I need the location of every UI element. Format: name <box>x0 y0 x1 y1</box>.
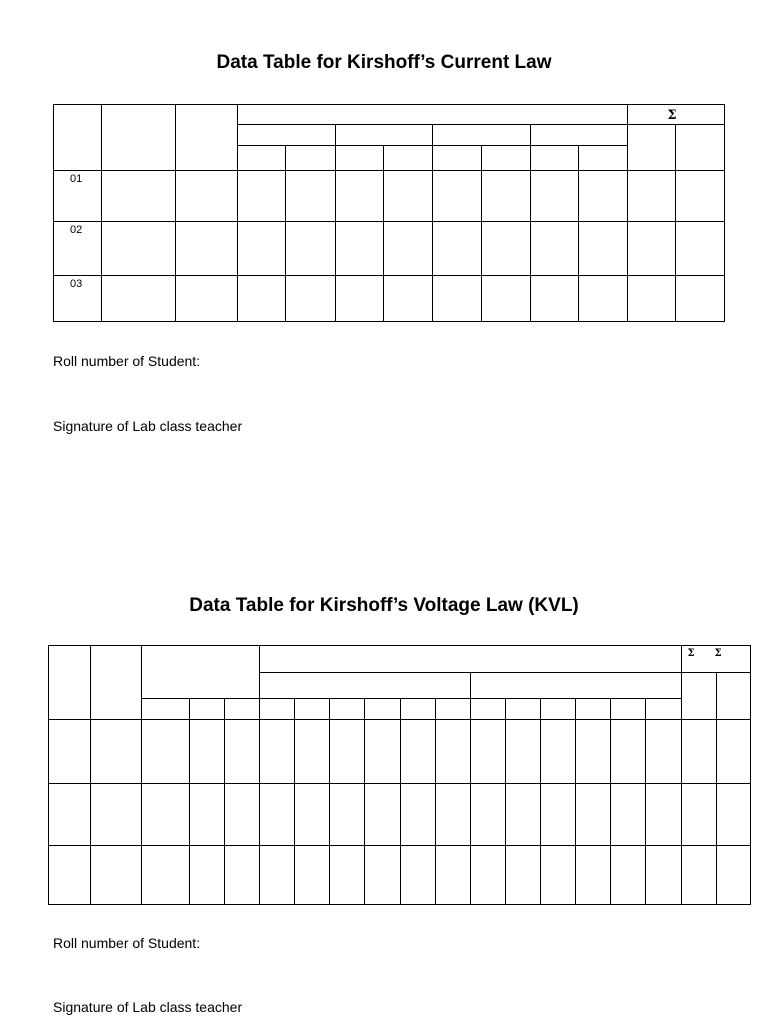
kcl-table-title: Data Table for Kirshoff’s Current Law <box>216 52 552 73</box>
kcl-row-number: 03 <box>70 278 83 290</box>
kcl-signature-label: Signature of Lab class teacher <box>53 418 243 434</box>
kvl-table-title: Data Table for Kirshoff’s Voltage Law (KVL) <box>189 595 579 616</box>
kcl-roll-number-label: Roll number of Student: <box>53 353 201 369</box>
kcl-row-number: 02 <box>70 224 83 236</box>
kvl-signature-label: Signature of Lab class teacher <box>53 999 243 1015</box>
kvl-sigma-symbol: Σ <box>687 648 695 659</box>
kvl-grid-lines <box>48 645 751 905</box>
kvl-sigma-symbol: Σ <box>714 648 722 659</box>
kvl-roll-number-label: Roll number of Student: <box>53 935 201 951</box>
kcl-sigma-symbol: Σ <box>667 108 677 123</box>
kcl-row-number: 01 <box>70 173 83 185</box>
